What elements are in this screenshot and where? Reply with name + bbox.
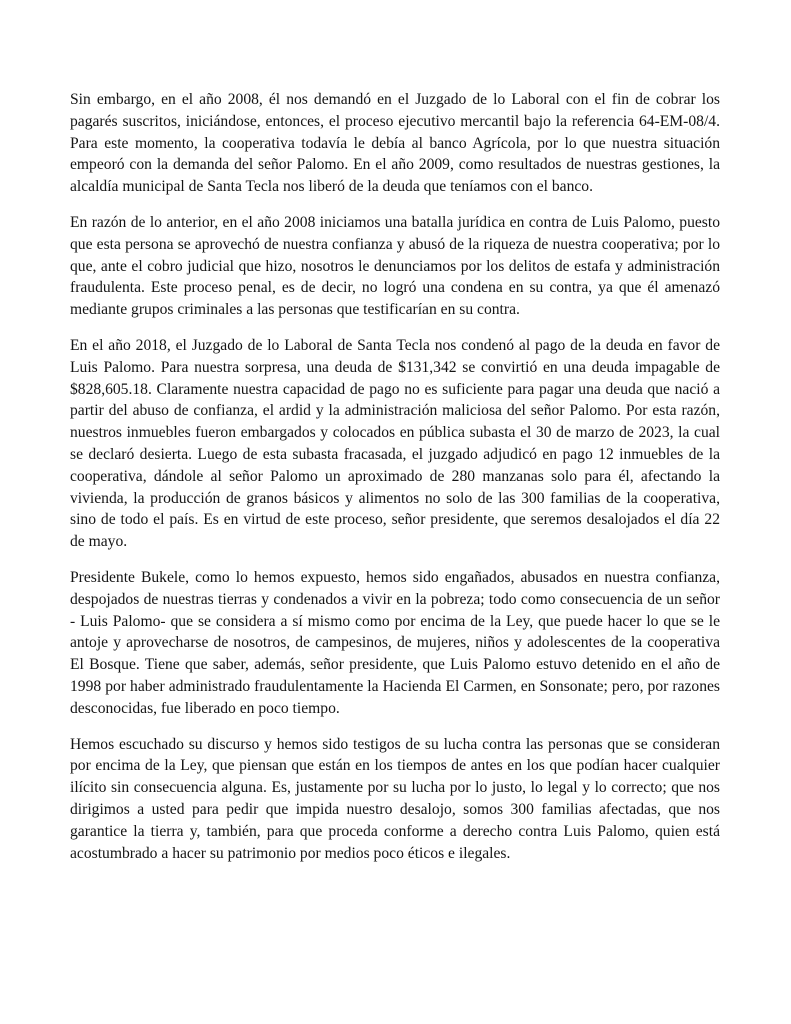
paragraph-request: Hemos escuchado su discurso y hemos sido testigos de su lucha contra las personas que se consideran por encima de la Ley, que piensan que están en los tiempos de antes en los que podían hacer cualquier ilícito sin consecuencia alguna. Es, justamente por su lucha por lo justo, lo legal y lo correcto; que nos dirigimos a usted para pedir que impida nuestro desalojo, somos 300 familias afectadas, que nos garantice la tierra y, también, para que proceda conforme a derecho contra Luis Palomo, quien está acostumbrado a hacer su patrimonio por medios poco éticos e ilegales. — [70, 735, 720, 862]
paragraph-legal-battle: En razón de lo anterior, en el año 2008 iniciamos una batalla jurídica en contra de Luis Palomo, puesto que esta persona se aprovechó de nuestra confianza y abusó de la riqueza de nuestra cooperativa; por lo que, ante el cobro judicial que hizo, nosotros le denunciamos por los delitos de estafa y administración fraudulenta. Este proceso penal, es de decir, no logró una condena en su contra, ya que él amenazó mediante grupos criminales a las personas que testificarían en su contra. — [70, 213, 720, 319]
paragraph-lawsuit-2008: Sin embargo, en el año 2008, él nos demandó en el Juzgado de lo Laboral con el fin de cobrar los pagarés suscritos, iniciándose, entonces, el proceso ejecutivo mercantil bajo la referencia 64-EM-08/4. Para este momento, la cooperativa todavía le debía al banco Agrícola, por lo que nuestra situación empeoró con la demanda del señor Palomo. En el año 2009, como resultados de nuestras gestiones, la alcaldía municipal de Santa Tecla nos liberó de la deuda que teníamos con el banco. — [70, 91, 720, 196]
paragraph-appeal-to-president: Presidente Bukele, como lo hemos expuesto, hemos sido engañados, abusados en nuestra confianza, despojados de nuestras tierras y condenados a vivir en la pobreza; todo como consecuencia de un señor - Luis Palomo- que se considera a sí mismo como por encima de la Ley, que puede hacer lo que se le antoje y aprovecharse de nosotros, de campesinos, de mujeres, niños y adolescentes de la cooperativa El Bosque. Tiene que saber, además, señor presidente, que Luis Palomo estuvo detenido en el año de 1998 por haber administrado fraudulentamente la Hacienda El Carmen, en Sonsonate; pero, por razones desconocidas, fue liberado en poco tiempo. — [70, 568, 720, 717]
document-body — [70, 89, 720, 878]
paragraph-court-ruling-2018: En el año 2018, el Juzgado de lo Laboral de Santa Tecla nos condenó al pago de la deuda en favor de Luis Palomo. Para nuestra sorpresa, una deuda de $131,342 se convirtió en una deuda impagable de $828,605.18. Claramente nuestra capacidad de pago no es suficiente para pagar una deuda que nació a partir del abuso de confianza, el ardid y la administración maliciosa del señor Palomo. Por esta razón, nuestros inmuebles fueron embargados y colocados en pública subasta el 30 de marzo de 2023, la cual se declaró desierta. Luego de esta subasta fracasada, el juzgado adjudicó en pago 12 inmuebles de la cooperativa, dándole al señor Palomo un aproximado de 280 manzanas solo para él, afectando la vivienda, la producción de granos básicos y alimentos no solo de las 300 familias de la cooperativa, sino de todo el país. Es en virtud de este proceso, señor presidente, que seremos desalojados el día 22 de mayo. — [70, 336, 720, 551]
